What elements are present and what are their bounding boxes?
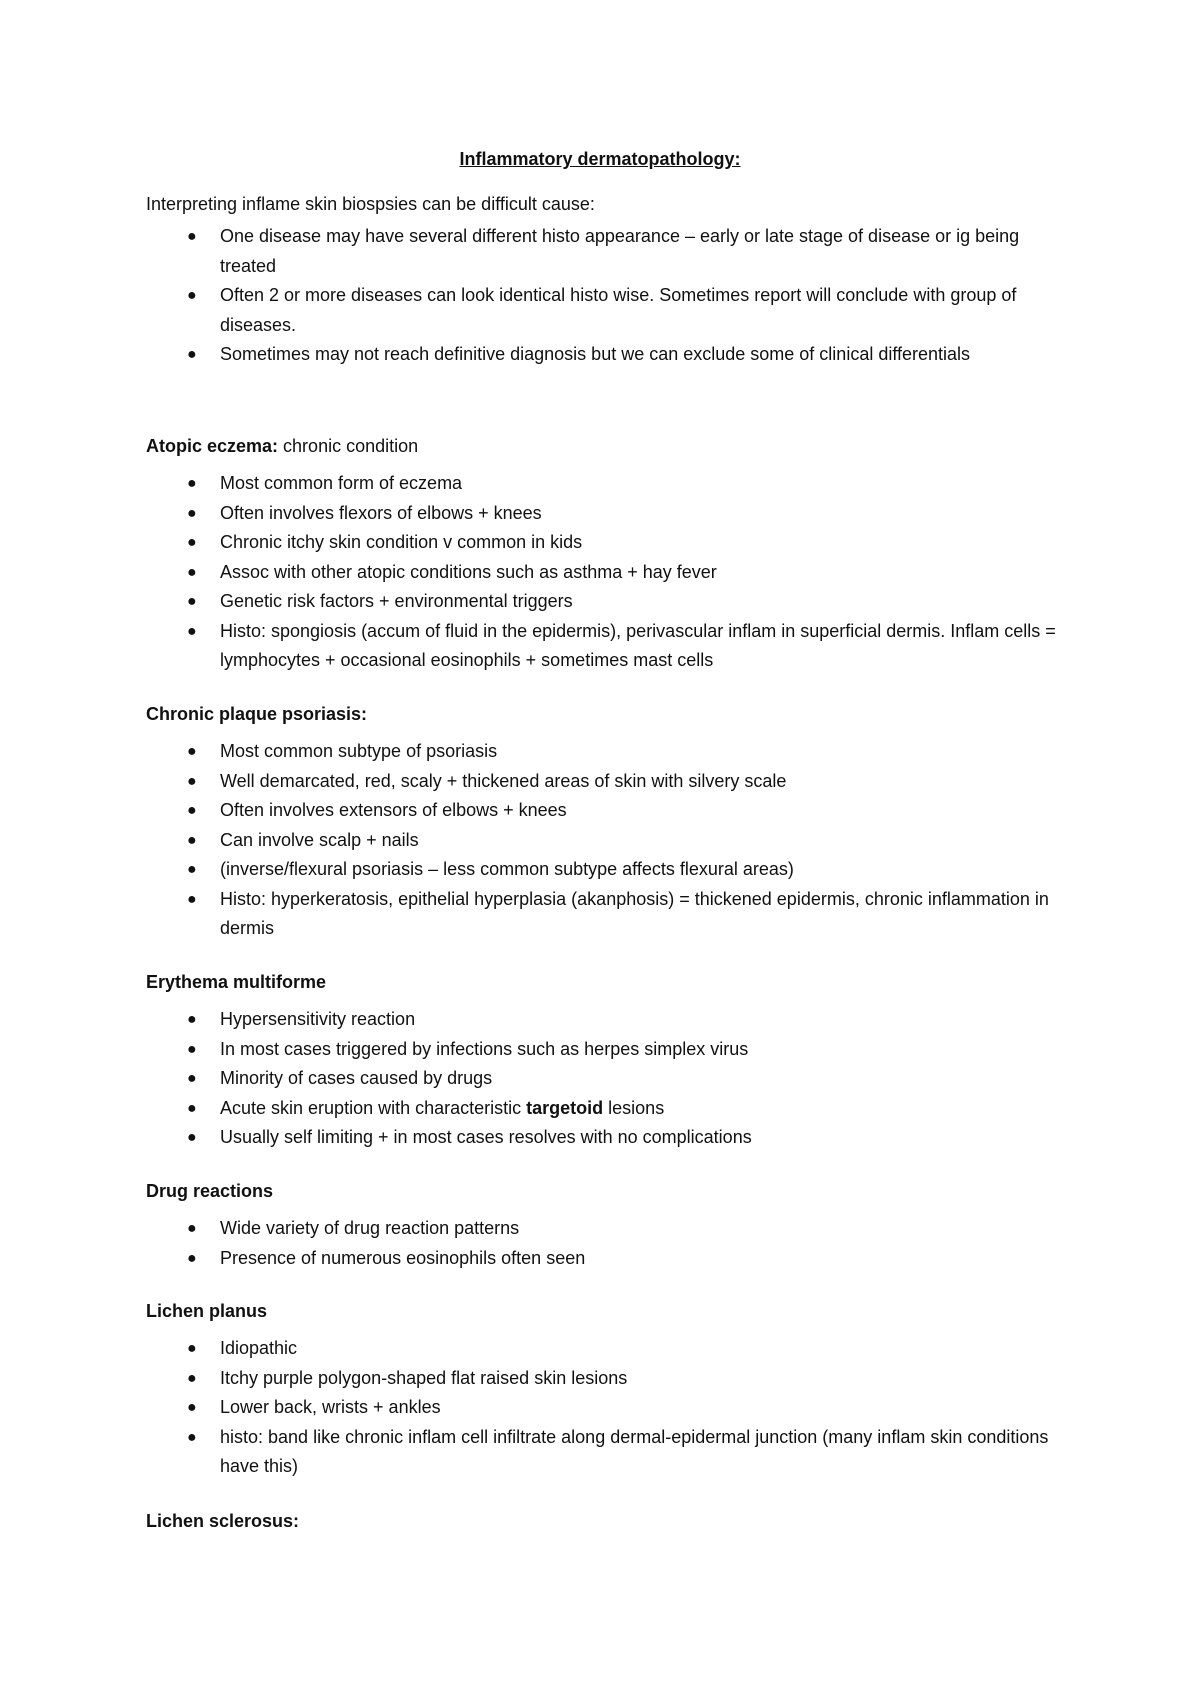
section-heading: Atopic eczema: chronic condition bbox=[146, 436, 419, 456]
bullet-icon: ● bbox=[187, 772, 197, 790]
list-item: ● In most cases triggered by infections such as herpes simplex virus bbox=[146, 1035, 1066, 1065]
list-item: ● Usually self limiting + in most cases resolves with no complications bbox=[146, 1123, 1066, 1153]
bullet-icon: ● bbox=[187, 1369, 197, 1387]
bullet-icon: ● bbox=[187, 1340, 197, 1357]
section-chronic-plaque-psoriasis bbox=[146, 703, 1066, 944]
bullet-icon: ● bbox=[187, 831, 197, 849]
list-item: ● Hypersensitivity reaction bbox=[146, 1005, 1066, 1035]
list-item: ● Presence of numerous eosinophils often seen bbox=[146, 1244, 1066, 1274]
list-item: ● Often involves extensors of elbows + knees bbox=[146, 796, 1066, 826]
list-item: ● Well demarcated, red, scaly + thickened areas of skin with silvery scale bbox=[146, 767, 1066, 797]
bullet-icon: ● bbox=[187, 346, 197, 363]
intro-list bbox=[146, 222, 1066, 370]
drug-list bbox=[146, 1214, 1066, 1273]
bullet-icon: ● bbox=[187, 228, 197, 245]
bullet-icon: ● bbox=[187, 743, 197, 760]
section-drug-reactions bbox=[146, 1180, 1066, 1273]
bullet-icon: ● bbox=[187, 504, 197, 522]
bullet-icon: ● bbox=[187, 890, 197, 908]
list-item: ● Genetic risk factors + environmental triggers bbox=[146, 587, 1066, 617]
section-heading: Lichen planus bbox=[146, 1301, 268, 1321]
list-item: ● Most common subtype of psoriasis bbox=[146, 737, 1066, 767]
bullet-icon: ● bbox=[187, 287, 197, 304]
bullet-icon: ● bbox=[187, 593, 197, 610]
bullet-icon: ● bbox=[187, 861, 197, 878]
section-heading: Lichen sclerosus: bbox=[146, 1511, 300, 1531]
list-item: ● Histo: hyperkeratosis, epithelial hyperplasia (akanphosis) = thickened epidermis, chronic inflammation in dermis bbox=[146, 885, 1066, 944]
list-item: ● One disease may have several different histo appearance – early or late stage of disease or ig being treated bbox=[146, 222, 1066, 281]
list-item: ● Idiopathic bbox=[146, 1334, 1066, 1364]
bullet-icon: ● bbox=[187, 1249, 197, 1267]
section-atopic-eczema bbox=[146, 435, 1066, 676]
section-lichen-planus bbox=[146, 1300, 1066, 1482]
section-erythema-multiforme bbox=[146, 971, 1066, 1153]
list-item: ● Often involves flexors of elbows + knees bbox=[146, 499, 1066, 529]
list-item: ● Wide variety of drug reaction patterns bbox=[146, 1214, 1066, 1244]
bullet-icon: ● bbox=[187, 563, 197, 581]
bullet-icon: ● bbox=[187, 1129, 197, 1146]
list-item: ● Lower back, wrists + ankles bbox=[146, 1393, 1066, 1423]
list-item: ● Acute skin eruption with characteristic targetoid lesions bbox=[146, 1094, 1066, 1124]
atopic-list bbox=[146, 469, 1066, 676]
bullet-icon: ● bbox=[187, 1099, 197, 1117]
bullet-icon: ● bbox=[187, 534, 197, 551]
list-item: ● (inverse/flexural psoriasis – less common subtype affects flexural areas) bbox=[146, 855, 1066, 885]
intro-section bbox=[146, 222, 1066, 370]
list-item: ● histo: band like chronic inflam cell infiltrate along dermal-epidermal junction (many inflam skin conditions have this) bbox=[146, 1423, 1066, 1482]
bullet-icon: ● bbox=[187, 1399, 197, 1416]
page-title: Inflammatory dermatopathology: bbox=[459, 149, 741, 169]
lichen-planus-list bbox=[146, 1334, 1066, 1482]
bullet-icon: ● bbox=[187, 1070, 197, 1087]
bullet-icon: ● bbox=[187, 1220, 197, 1237]
list-item: ● Assoc with other atopic conditions such as asthma + hay fever bbox=[146, 558, 1066, 588]
section-lichen-sclerosus bbox=[146, 1510, 1066, 1544]
list-item: ● Can involve scalp + nails bbox=[146, 826, 1066, 856]
list-item: ● Most common form of eczema bbox=[146, 469, 1066, 499]
list-item: ● Histo: spongiosis (accum of fluid in the epidermis), perivascular inflam in superficial dermis. Inflam cells = lymphocytes + occasional eosinophils + sometimes mast cells bbox=[146, 617, 1066, 676]
intro-text: Interpreting inflame skin biospsies can be difficult cause: bbox=[146, 194, 595, 214]
list-item: ● Itchy purple polygon-shaped flat raised skin lesions bbox=[146, 1364, 1066, 1394]
bullet-icon: ● bbox=[187, 1428, 197, 1446]
bullet-icon: ● bbox=[187, 1040, 197, 1058]
section-heading: Drug reactions bbox=[146, 1181, 274, 1201]
bullet-icon: ● bbox=[187, 1011, 197, 1028]
list-item: ● Minority of cases caused by drugs bbox=[146, 1064, 1066, 1094]
bullet-icon: ● bbox=[187, 622, 197, 640]
bullet-icon: ● bbox=[187, 475, 197, 492]
list-item: ● Chronic itchy skin condition v common in kids bbox=[146, 528, 1066, 558]
list-item: ● Sometimes may not reach definitive diagnosis but we can exclude some of clinical differentials bbox=[146, 340, 1066, 370]
list-item: ● Often 2 or more diseases can look identical histo wise. Sometimes report will conclude with group of diseases. bbox=[146, 281, 1066, 340]
bullet-icon: ● bbox=[187, 802, 197, 819]
section-heading: Erythema multiforme bbox=[146, 972, 327, 992]
psoriasis-list bbox=[146, 737, 1066, 944]
erythema-list bbox=[146, 1005, 1066, 1153]
section-heading: Chronic plaque psoriasis: bbox=[146, 704, 368, 724]
